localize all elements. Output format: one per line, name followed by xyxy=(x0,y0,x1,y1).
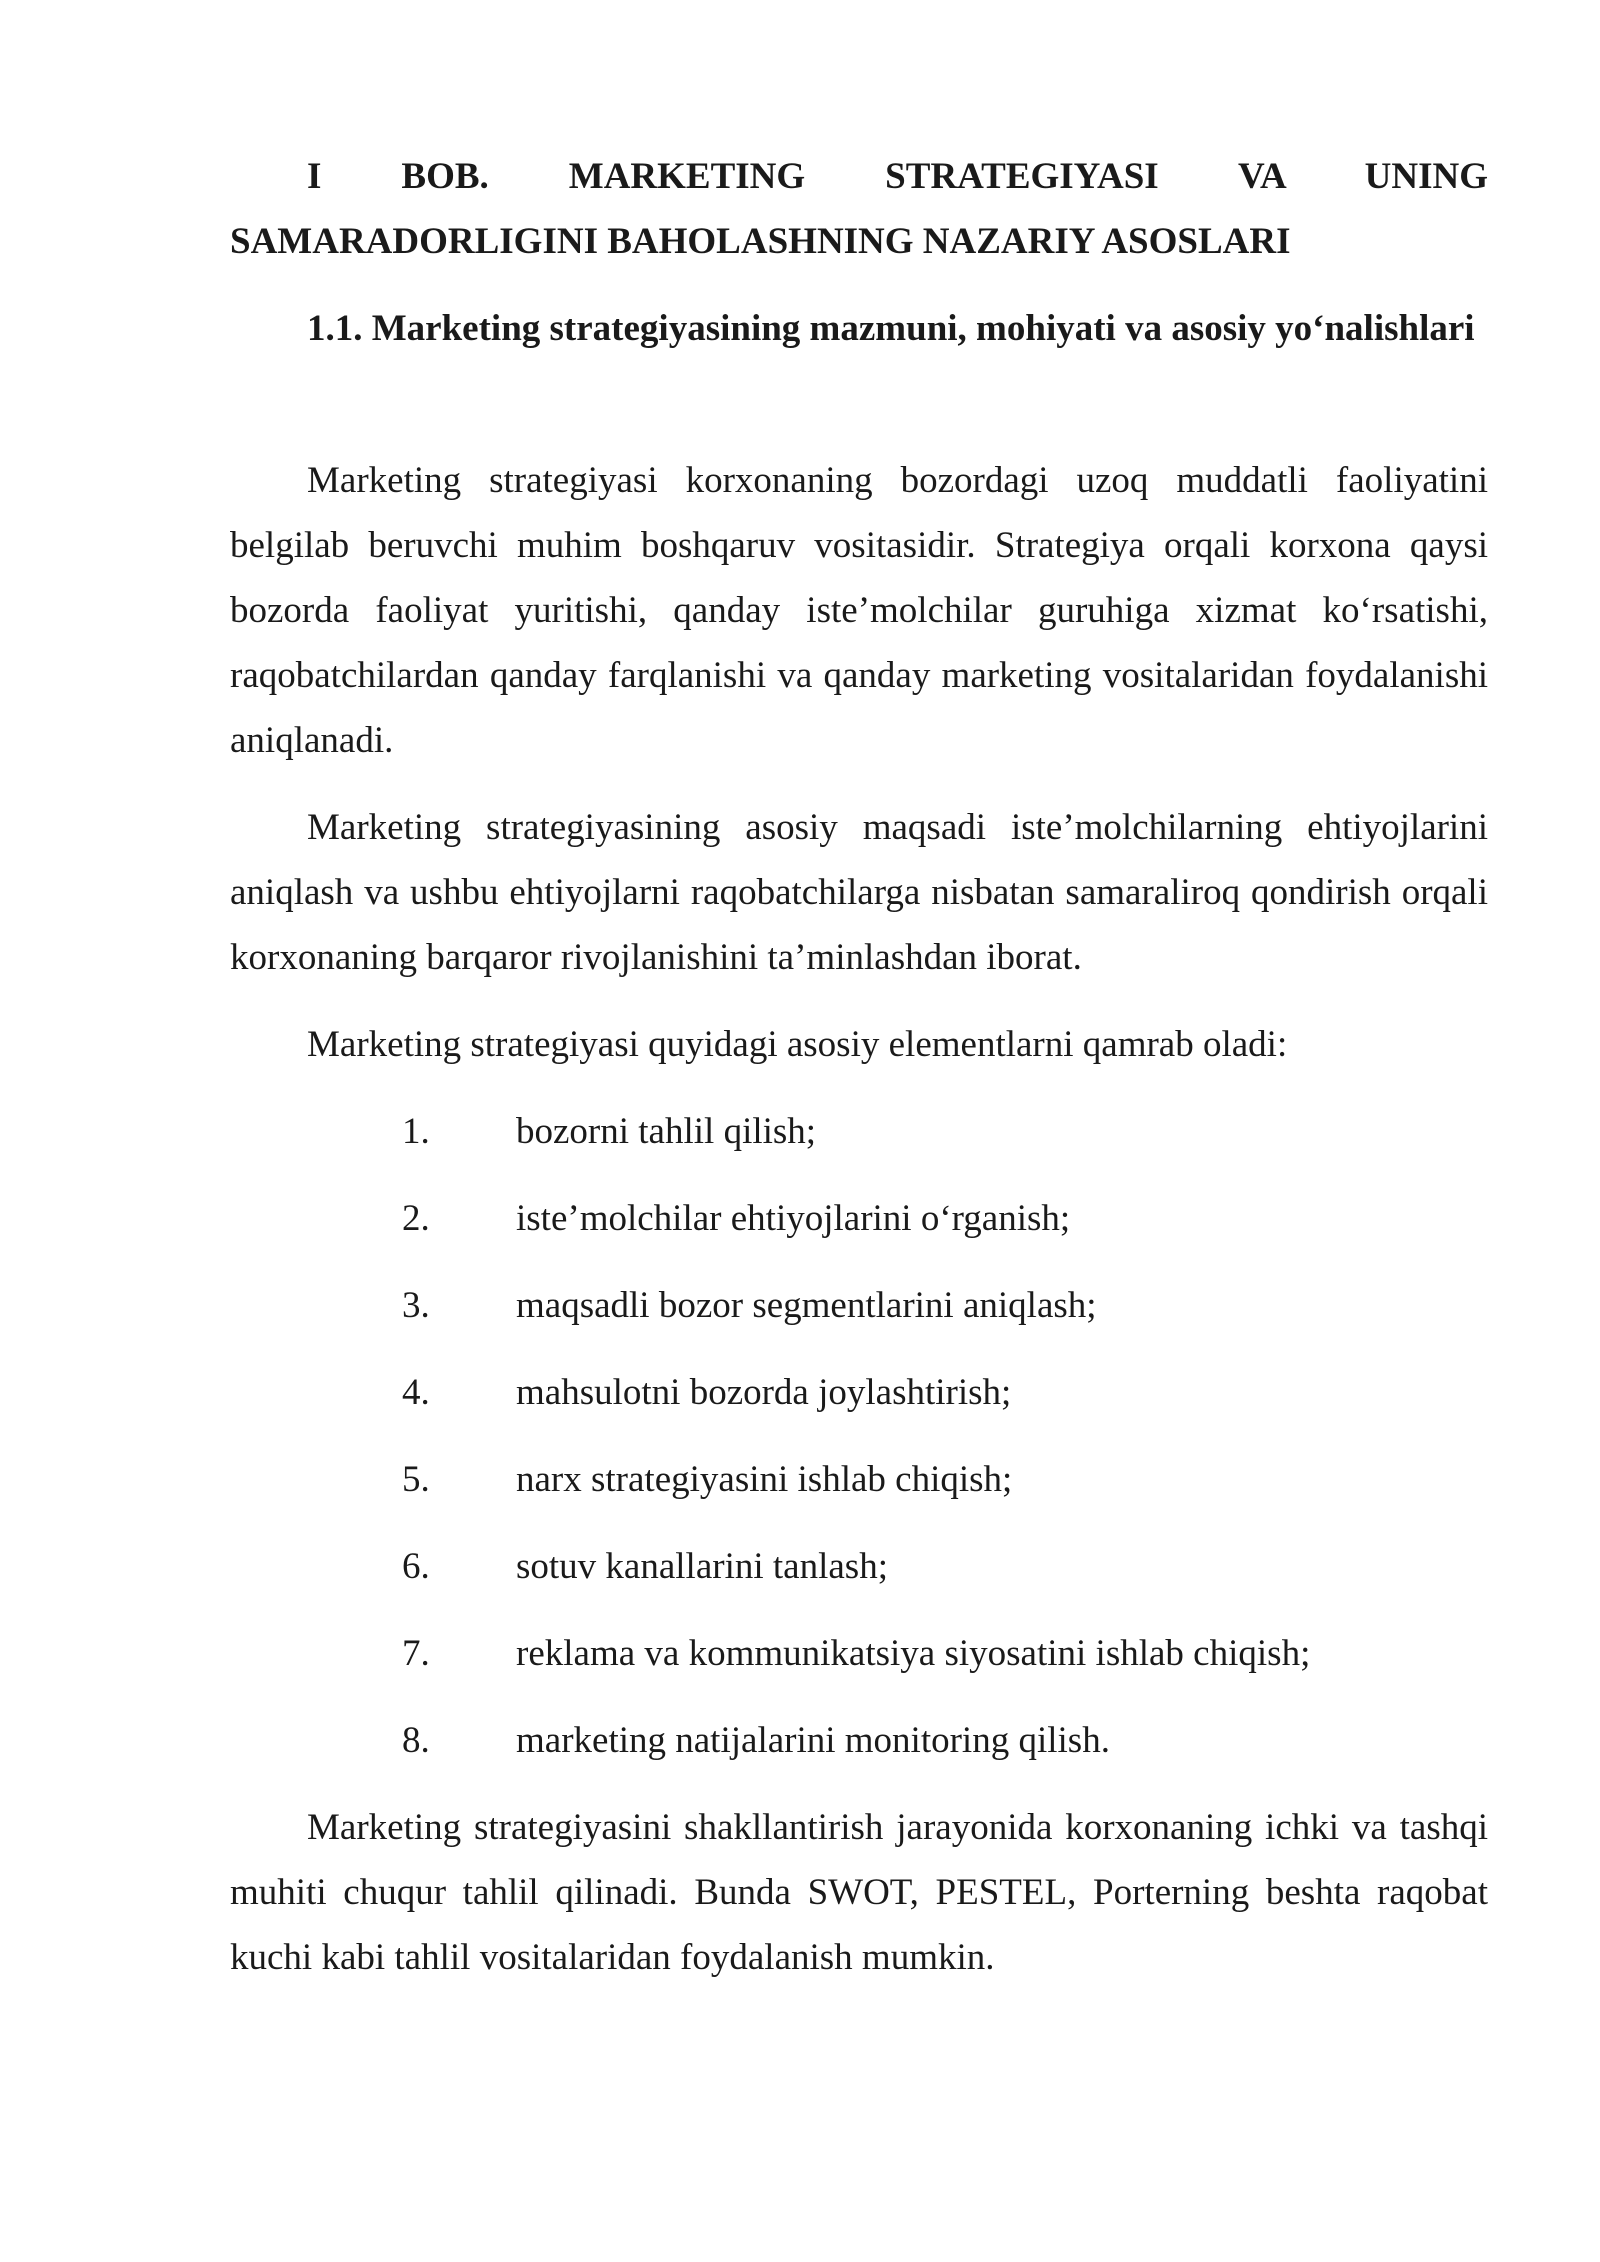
list-item-text: mahsulotni bozorda joylashtirish; xyxy=(516,1372,1012,1413)
list-item-text: bozorni tahlil qilish; xyxy=(516,1111,817,1152)
list-item xyxy=(230,1708,1488,1773)
paragraph-4: Marketing strategiyasini shakllantirish jarayonida korxonaning ichki va tashqi muhiti chuqur tahlil qilinadi. Bunda SWOT, PESTEL, Porterning beshta raqobat kuchi kabi tahlil vositalaridan foydalanish mumkin. xyxy=(230,1807,1488,1978)
list-item xyxy=(230,1186,1488,1251)
list-item-number: 2. xyxy=(402,1198,430,1239)
list-item xyxy=(230,1621,1488,1686)
list-item-number: 5. xyxy=(402,1459,430,1500)
list-item-text: iste’molchilar ehtiyojlarini o‘rganish; xyxy=(516,1198,1071,1239)
list-item-number: 4. xyxy=(402,1372,430,1413)
list-item xyxy=(230,1099,1488,1164)
list-item xyxy=(230,1273,1488,1338)
list-item-text: maqsadli bozor segmentlarini aniqlash; xyxy=(516,1285,1097,1326)
list-item-number: 6. xyxy=(402,1546,430,1587)
section-title: 1.1. Marketing strategiyasining mazmuni, mohiyati va asosiy yo‘nalishlari xyxy=(307,308,1475,349)
list-item-text: sotuv kanallarini tanlash; xyxy=(516,1546,888,1587)
paragraph-1: Marketing strategiyasi korxonaning bozordagi uzoq muddatli faoliyatini belgilab beruvchi muhim boshqaruv vositasidir. Strategiya orqali korxona qaysi bozorda faoliyat yuritishi, qanday iste’molchilar guruhiga xizmat ko‘rsatishi, raqobatchilardan qanday farqlanishi va qanday marketing vositalaridan foydalanishi aniqlanadi. xyxy=(230,460,1488,761)
list-item-number: 3. xyxy=(402,1285,430,1326)
list-item-number: 1. xyxy=(402,1111,430,1152)
list-item xyxy=(230,1360,1488,1425)
list-item-text: marketing natijalarini monitoring qilish. xyxy=(516,1720,1110,1761)
list-item-text: narx strategiyasini ishlab chiqish; xyxy=(516,1459,1013,1500)
chapter-title: I BOB. MARKETING STRATEGIYASI VA UNING SAMARADORLIGINI BAHOLASHNING NAZARIY ASOSLARI xyxy=(230,156,1488,262)
paragraph-2: Marketing strategiyasining asosiy maqsadi iste’molchilarning ehtiyojlarini aniqlash va ushbu ehtiyojlarni raqobatchilarga nisbatan samaraliroq qondirish orqali korxonaning barqaror rivojlanishini ta’minlashdan iborat. xyxy=(230,807,1488,978)
list-item-number: 8. xyxy=(402,1720,430,1761)
paragraph-3-list-intro: Marketing strategiyasi quyidagi asosiy elementlarni qamrab oladi: xyxy=(307,1024,1288,1065)
list-item-number: 7. xyxy=(402,1633,430,1674)
list-item-text: reklama va kommunikatsiya siyosatini ishlab chiqish; xyxy=(516,1633,1311,1674)
list-item xyxy=(230,1447,1488,1512)
list-item xyxy=(230,1534,1488,1599)
